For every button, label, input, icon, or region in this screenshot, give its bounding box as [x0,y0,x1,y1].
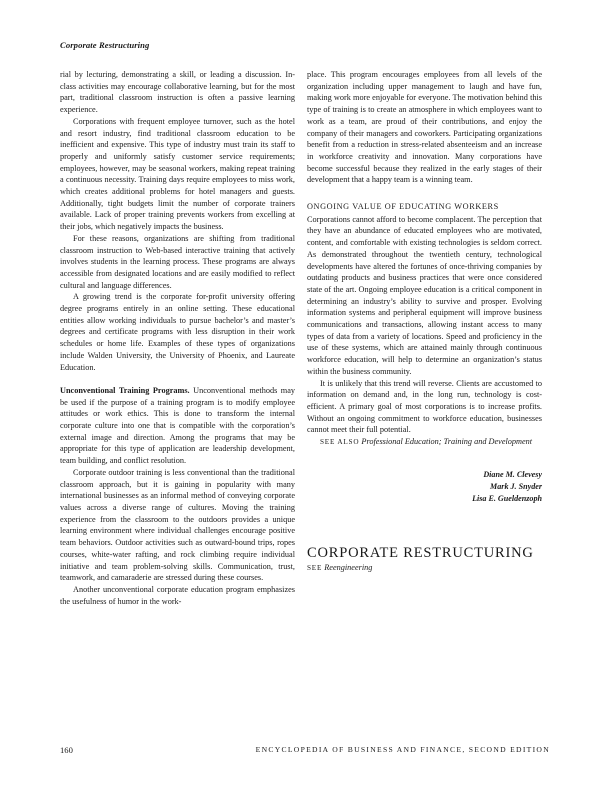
body-paragraph: A growing trend is the corporate for-profit university offering degree programs entirely in an online setting. These educational entities allow working individuals to pursue bachelor’s and master’s degrees and certificate programs with less disruption in their work schedules or home life. Examples of these types of organizations include Walden University, the University of Phoenix, and Laureate Education. [60,292,295,372]
body-paragraph: It is unlikely that this trend will reverse. Clients are accustomed to information on demand and, in the long run, technology is cost-efficient. A primary goal of most corporations is to increase profits. Without an ongoing commitment to workforce education, businesses cannot meet their full potential. [307,378,542,435]
run-in-text: Unconventional methods may be used if the purpose of a training program is to modify employee attitudes or work ethics. This is done to transform the internal corporate culture into one that is compatible with the corporation’s external image and direction. Among the programs that may be appropriate for this type of application are leadership development, team building, and conflict resolution. [60,385,295,466]
left-column [60,69,295,607]
entry-see-label: SEE [307,564,323,573]
body-paragraph: For these reasons, organizations are shifting from traditional classroom instruction to Web-based interactive training that actively involves students in the learning process. These programs are always accessible from designated locations and are easily modified to reflect cultural and language differences. [60,233,295,290]
author-name: Mark J. Snyder [490,481,542,491]
body-paragraph: Corporations with frequent employee turnover, such as the hotel and resort industry, find traditional classroom education to be inefficient and expensive. This type of industry must train its staff to properly and uniformly satisfy customer service requirements; employees, however, may be seasonal workers, making repeat training a continuous necessity. Training days require employees to miss work, which creates additional problems for hotel managers and guests. Additionally, tight budgets limit the number of corporate trainers available. Lack of proper training prevents workers from excelling at their jobs, which negatively impacts the business. [60,116,295,232]
section-heading: ONGOING VALUE OF EDUCATING WORKERS [307,202,499,212]
body-paragraph: rial by lecturing, demonstrating a skill, or leading a discussion. In-class activities may encourage collaborative learning, but for the most part, traditional classroom instruction is often a passive learning experience. [60,70,295,115]
right-column [307,69,542,575]
run-in-heading: Unconventional Training Programs. [60,385,190,395]
entry-title: CORPORATE RESTRUCTURING [307,544,534,561]
see-also [307,436,542,449]
running-header: Corporate Restructuring [60,40,150,50]
see-also-link[interactable]: Professional Education; Training and Development [361,437,533,447]
body-paragraph: place. This program encourages employees from all levels of the organization including upper management to laugh and have fun, making work more enjoyable for everyone. The motivation behind this type of training is to create an atmosphere in which employees want to work as a team, are proud of their contributions, and enjoy the company of their managers and coworkers. Participating organizations benefit from a reduction in stress-related absenteeism and an increase in workforce creativity and innovation. Many corporations have become successful because they realized in the early stages of their development that a happy team is a winning team. [307,70,542,185]
author-name: Diane M. Clevesy [483,469,542,479]
page-number: 160 [60,745,73,755]
author-list [307,469,542,505]
unconventional-paragraph [60,385,295,467]
entry-see [307,562,542,575]
body-paragraph: Corporations cannot afford to become complacent. The perception that they have an abundance of educated employees who are motivated, content, and comfortable with existing technologies is seldom correct. As demonstrated throughout the twentieth century, technological developments have altered the fortunes of once-thriving companies by outdating products and business practices that were once considered state of the art. Ongoing employee education is a critical component in determining an industry’s ability to survive and prosper. Evolving information systems and peripheral equipment will improve business communications and transactions, allowing instant access to many types of data from a variety of locations. Speed and proficiency in the use of these systems, which are attained mainly through continuous workforce education, will help to determine an organization’s status within the business community. [307,214,542,376]
entry-see-link[interactable]: Reengineering [324,563,373,573]
body-paragraph: Corporate outdoor training is less conventional than the traditional classroom approach, but it is gaining in popularity with many international businesses as an informal method of conveying corporate values across a diverse range of cultures. Moving the training experience from the classroom to the outdoors provides a unique learning environment where individual challenges encourage positive team behaviors. Outdoor activities such as outward-bound trips, ropes courses, white-water rafting, and rock climbing require individual initiative and team problem-solving skills. Communication, trust, teamwork, and camaraderie are stressed during these courses. [60,467,295,583]
author-name: Lisa E. Gueldenzoph [472,493,542,503]
body-paragraph: Another unconventional corporate education program emphasizes the usefulness of humor in the work- [60,584,295,606]
book-title: ENCYCLOPEDIA OF BUSINESS AND FINANCE, SECOND EDITION [255,745,550,754]
see-also-label: SEE ALSO [320,438,360,447]
